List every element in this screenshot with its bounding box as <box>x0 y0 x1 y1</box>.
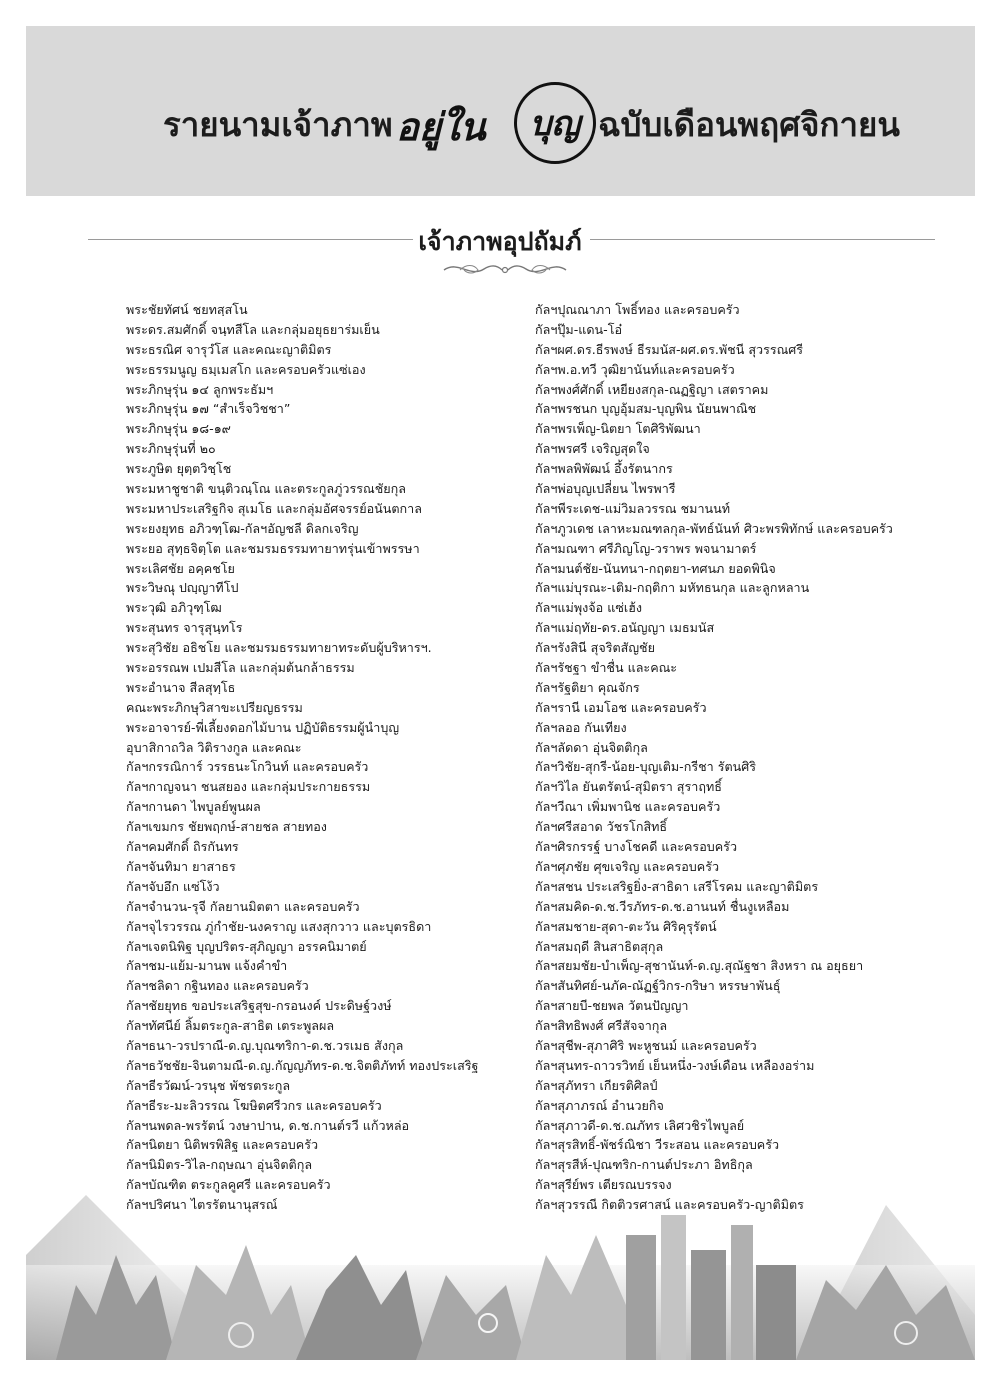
donor-name: กัลฯสุภาภรณ์ อำนวยกิจ <box>535 1097 664 1113</box>
donor-name: กัลฯปุณณาภา โพธิ์ทอง และครอบครัว <box>535 302 740 317</box>
donor-name: พระสุวิชัย อธิชโย และชมรมธรรมทายาทระดับผู้บริหารฯ. <box>126 640 432 656</box>
donor-name: กัลฯธีรวัฒน์-วรนุช พัชรตระกูล <box>126 1077 291 1093</box>
donor-name: กัลฯวิชัย-สุกรี-น้อย-บุญเติม-กรีชา รัตนศิริ <box>535 759 757 775</box>
donor-name: กัลฯปริศนา ไตรรัตนานุสรณ์ <box>126 1197 278 1213</box>
flourish-ornament-icon <box>440 258 570 280</box>
donor-name: กัลฯรัชฐา ขำชื่น และคณะ <box>535 660 678 676</box>
donor-name: กัลฯเขมกร ชัยพฤกษ์-สายชล สายทอง <box>126 819 327 835</box>
donor-name: กัลฯผศ.ดร.ธีรพงษ์ ธีรมนัส-ผศ.ดร.พัชนี สุวรรณศรี <box>535 341 804 357</box>
donor-name: พระวิษณุ ปญฺญาทีโป <box>126 580 239 596</box>
donor-name: พระภูษิต ยุตฺตวิชฺโช <box>126 461 232 477</box>
donor-name: กัลฯมนต์ชัย-นันทนา-กฤตยา-ทศนภ ยอดพินิจ <box>535 560 776 576</box>
logo-text-circle: บุญ <box>529 104 581 144</box>
donor-name: กัลฯพรศรี เจริญสุดใจ <box>535 441 650 457</box>
donor-name: กัลฯนิตยา นิติพรพิสิฐ และครอบครัว <box>126 1137 319 1153</box>
donor-name: กัลฯธวัชชัย-จินตามณี-ด.ญ.กัญญภัทร-ด.ช.จิตติภัทท์ ทองประเสริฐ <box>126 1057 479 1073</box>
section-title: เจ้าภาพอุปถัมภ์ <box>418 227 582 256</box>
donor-name: พระมหาชูชาติ ขนฺติวณฺโณ และตระกูลภู่วรรณชัยกุล <box>126 481 406 497</box>
donor-name: กัลฯชลิดา กฐินทอง และครอบครัว <box>126 978 309 994</box>
donor-name: พระภิกษุรุ่น ๑๗ “สำเร็จวิชชา” <box>126 401 291 417</box>
donor-name: กัลฯจำนวน-รุจี กัลยานมิตตา และครอบครัว <box>126 898 360 914</box>
donor-name: กัลฯทัศนีย์ ลิ้มตระกูล-สาธิต เตระพูลผล <box>126 1018 335 1034</box>
header-banner <box>26 26 975 196</box>
donor-name: กัลฯสุรสีห์-ปุณฑริก-กานต์ประภา อิทธิกุล <box>535 1157 753 1173</box>
donor-name: กัลฯลัดดา อุ่นจิตติกุล <box>535 739 648 755</box>
donor-name: กัลฯรังสินี สุจริตสัญชัย <box>535 640 655 656</box>
donor-name: กัลฯรัฐติยา คุณจักร <box>535 679 640 695</box>
donor-name: พระอำนาจ สีลสุทฺโธ <box>126 679 236 695</box>
donor-name: พระภิกษุรุ่น ๑๘-๑๙ <box>126 421 231 437</box>
donor-name: พระธรณิศ จารุวํโส และคณะญาติมิตร <box>126 341 332 357</box>
logo-text-main: อยู่ใน <box>396 104 486 149</box>
donor-name: พระธรรมนูญ ธมฺเมสโก และครอบครัวแซ่เอง <box>126 361 366 377</box>
donor-name: กัลฯศิรกรรฐ์ บางโชคดี และครอบครัว <box>535 839 738 855</box>
donor-name: กัลฯพรชนก บุญอุ้มสม-บุญพิน นัยนพาณิช <box>535 401 757 417</box>
donor-name: พระภิกษุรุ่นที่ ๒๐ <box>126 441 216 457</box>
donor-name: กัลฯสุชีพ-สุภาศิริ พะหูชนม์ และครอบครัว <box>535 1037 757 1053</box>
donor-name: กัลฯพ.อ.ทวี วุฒิยานันท์และครอบครัว <box>535 361 735 377</box>
donor-name: กัลฯจุไรวรรณ ภู่กำชัย-นงคราญ แสงสุกวาว และบุตรธิดา <box>126 918 432 934</box>
donor-name: กัลฯกรรณิการ์ วรรธนะโกวินท์ และครอบครัว <box>126 759 369 775</box>
donor-name: กัลฯพ่อบุญเปลี่ยน ไพรพารี <box>535 481 676 497</box>
donor-name: พระภิกษุรุ่น ๑๔ ลูกพระธัมฯ <box>126 381 274 397</box>
donor-name: กัลฯศุภชัย ศุขเจริญ และครอบครัว <box>535 858 720 874</box>
donor-name: กัลฯพลพิพัฒน์ อึ้งรัตนากร <box>535 461 673 477</box>
donor-name: พระดร.สมศักดิ์ จนฺทสีโล และกลุ่มอยุธยาร่มเย็น <box>126 321 380 337</box>
donor-name: กัลฯชม-แย้ม-มานพ แจ้งคำขำ <box>126 958 288 974</box>
donor-name: กัลฯสมชาย-สุดา-ตะวัน ศิริคุรุรัตน์ <box>535 918 717 934</box>
donor-name: กัลฯสุภาวดี-ด.ช.ณภัทร เลิศวชิรไพบูลย์ <box>535 1117 745 1133</box>
donor-name: กัลฯพรเพ็ญ-นิตยา โตศิริพัฒนา <box>535 421 701 437</box>
donor-name: กัลฯเจตนิพิฐ บุญปริตร-สุภิญญา อรรคนิมาตย์ <box>126 938 367 954</box>
donor-name: กัลฯแม่พุงจ้อ แซ่เฮ้ง <box>535 600 643 616</box>
donor-name: กัลฯธนา-วรปราณี-ด.ญ.บุณฑริกา-ด.ช.วรเมธ สังกุล <box>126 1037 404 1053</box>
donor-name: กัลฯศรีสอาด วัชรโกสิทธิ์ <box>535 819 668 835</box>
donor-name: กัลฯลออ กันเทียง <box>535 719 627 735</box>
donor-name: กัลฯสายบี-ชยพล วัตนปัญญา <box>535 998 689 1014</box>
donor-name: อุบาสิกาถวิล วิติรางกูล และคณะ <box>126 739 302 755</box>
donor-name: พระเลิศชัย อคฺคชโย <box>126 560 235 576</box>
donor-name: คณะพระภิกษุวิสาขะเปรียญธรรม <box>126 699 303 715</box>
header-title-right: ฉบับเดือนพฤศจิกายน <box>598 105 900 144</box>
donor-name: กัลฯกาญจนา ชนสยอง และกลุ่มประกายธรรม <box>126 779 371 795</box>
logo <box>378 74 608 174</box>
donor-name: พระอาจารย์-พี่เลี้ยงดอกไม้บาน ปฏิบัติธรรมผู้นำบุญ <box>126 719 400 735</box>
donor-name: พระวุฒิ อภิวุฑฺโฒ <box>126 600 222 616</box>
logo-circle <box>514 82 596 164</box>
donor-name: กัลฯสยมชัย-บำเพ็ญ-สุชานันท์-ด.ญ.สุณัฐชา สิงหรา ณ อยุธยา <box>535 958 864 974</box>
donor-name: กัลฯกานดา ไพบูลย์พูนผล <box>126 799 261 815</box>
donor-name: กัลฯวีณา เพิ่มพานิช และครอบครัว <box>535 799 721 815</box>
donor-name: พระอรรณพ เปมสีโล และกลุ่มต้นกล้าธรรม <box>126 660 355 676</box>
donor-name: กัลฯจับอึก แซ่โง้ว <box>126 878 220 894</box>
donor-name: กัลฯคมศักดิ์ ถิรกันทร <box>126 839 239 855</box>
donor-name: พระสุนทร จารุสุนฺทโร <box>126 620 243 636</box>
crystal-skyline-decoration <box>26 1195 975 1360</box>
donor-name: กัลฯสุนทร-ถาวรวิทย์ เย็นหนึ่ง-วงษ์เดือน เหลืองอร่าม <box>535 1057 815 1073</box>
donor-name: กัลฯสมคิด-ด.ช.วีรภัทร-ด.ช.อานนท์ ชื่นงูเหลือม <box>535 898 790 914</box>
donor-name: กัลฯจันทิมา ยาสาธร <box>126 858 236 874</box>
donor-name: กัลฯแม่บุรณะ-เติม-กฤติกา มหัทธนกุล และลูกหลาน <box>535 580 810 596</box>
donor-name: กัลฯสุวรรณี กิตติวรศาสน์ และครอบครัว-ญาติมิตร <box>535 1197 804 1213</box>
donor-name: กัลฯสชน ประเสริฐยิ่ง-สาธิดา เสรีโรคม และญาติมิตร <box>535 878 819 894</box>
donor-list-right <box>535 300 955 1215</box>
donor-name: กัลฯพงศ์ศักดิ์ เหยียงสกุล-ณฏฐิญา เสตราคม <box>535 381 769 397</box>
donor-name: พระยงยุทธ อภิวฑฺโฒ-กัลฯอัญชลี ดิลกเจริญ <box>126 520 359 536</box>
donor-name: กัลฯชัยยุทธ ขอประเสริฐสุข-กรอนงค์ ประดิษฐ์วงษ์ <box>126 998 392 1014</box>
donor-name: กัลฯพีระเดช-แม่วิมลวรรณ ชมานนท์ <box>535 500 731 516</box>
donor-name: กัลฯรานี เอมโอช และครอบครัว <box>535 699 707 715</box>
donor-name: กัลฯภูวเดช เลาหะมณฑลกุล-พัทธ์นันท์ ศิวะพรพิทักษ์ และครอบครัว <box>535 520 893 536</box>
donor-name: กัลฯสุรีย์พร เตียรณบรรจง <box>535 1177 672 1193</box>
donor-name: กัลฯนิมิตร-วิไล-กฤษณา อุ่นจิตติกุล <box>126 1157 313 1173</box>
donor-name: กัลฯสุภัทรา เกียรติศิลป์ <box>535 1077 658 1093</box>
donor-name: กัลฯสุรสิทธิ์-พัชร์ณิชา วีระสอน และครอบครัว <box>535 1137 780 1153</box>
donor-list-left <box>126 300 521 1215</box>
donor-name: กัลฯวิไล ยันตรัตน์-สุมิตรา สุราฤทธิ์ <box>535 779 722 795</box>
donor-name: พระมหาประเสริฐกิจ สุเมโธ และกลุ่มอัศจรรย์อนันตกาล <box>126 500 422 516</box>
donor-name: กัลฯสิทธิพงศ์ ศรีสัจจากุล <box>535 1018 668 1034</box>
donor-name: กัลฯปุ๊ม-แดน-โอ๋ <box>535 321 623 337</box>
title-divider-right <box>590 239 935 240</box>
donor-name: กัลฯบัณฑิต ตระกูลคูศรี และครอบครัว <box>126 1177 331 1193</box>
donor-name: กัลฯแม่ฤทัย-ดร.อนัญญา เมธมนัส <box>535 620 715 636</box>
header-title-left: รายนามเจ้าภาพ <box>163 105 393 144</box>
donor-name: พระยอ สุทฺธจิตฺโต และชมรมธรรมทายาทรุ่นเข้าพรรษา <box>126 540 420 556</box>
donor-name: กัลฯสันทิศย์-นภัค-ณัฏฐ์วิกร-กริษา หรรษาพันธุ์ <box>535 978 781 994</box>
donor-name: กัลฯสมฤดี สินสาธิตสุกุล <box>535 938 664 954</box>
donor-name: กัลฯธีระ-มะลิวรรณ โฆษิตศรีวกร และครอบครัว <box>126 1097 382 1113</box>
donor-name: กัลฯนพดล-พรรัตน์ วงษาปาน, ด.ช.กานต์รวี แก้วหล่อ <box>126 1117 410 1133</box>
donor-name: กัลฯมณฑา ศรีภิญโญ-วราพร พจนามาตร์ <box>535 540 757 556</box>
donor-name: พระชัยทัศน์ ชยทสฺสโน <box>126 302 248 317</box>
